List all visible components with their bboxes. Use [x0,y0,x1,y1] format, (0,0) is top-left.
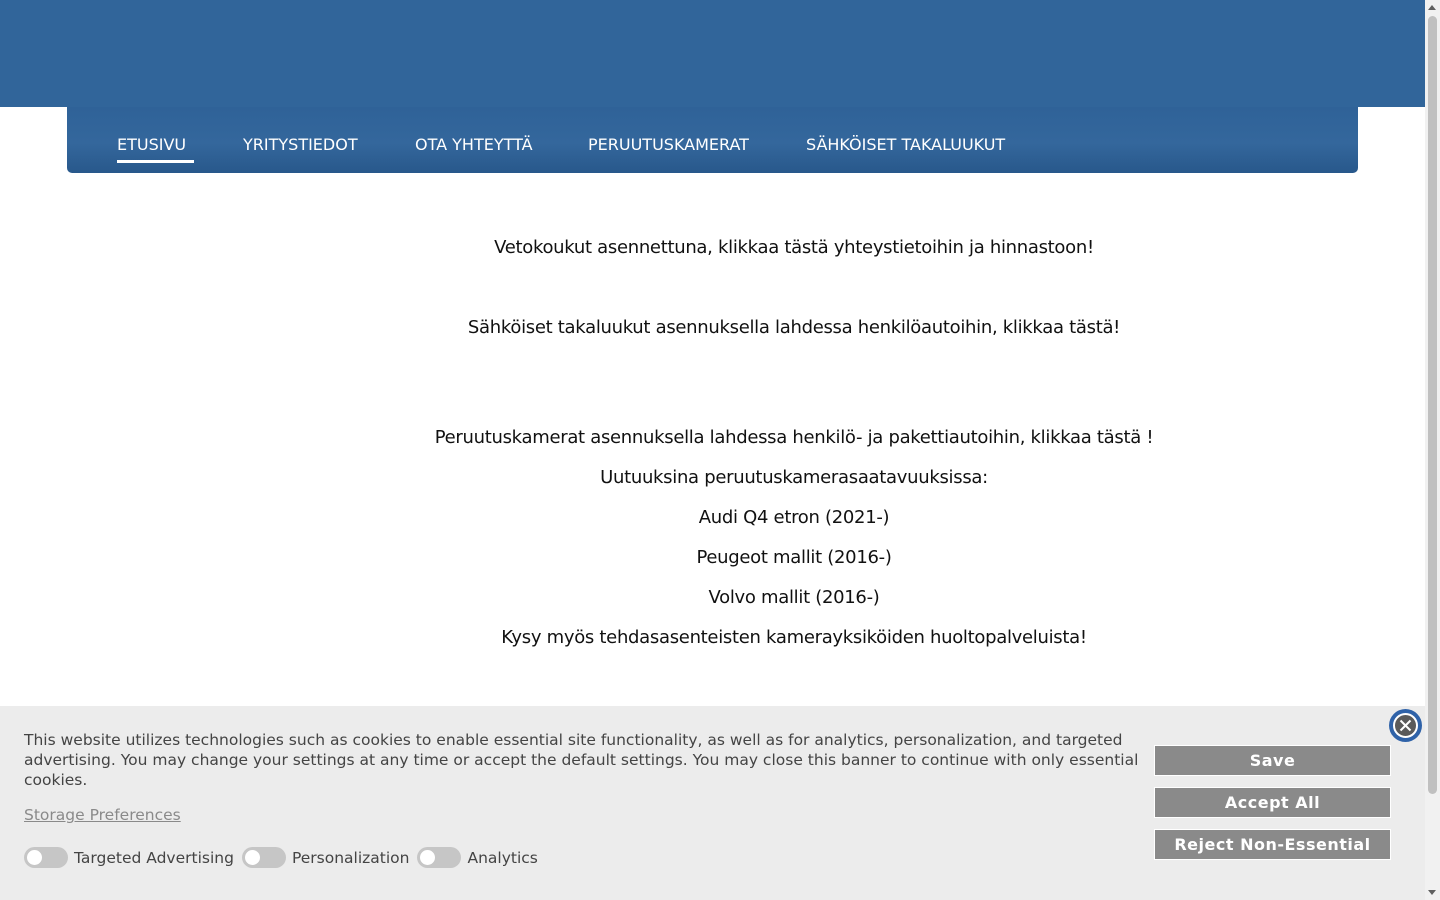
tailgate-link[interactable]: Sähköiset takaluukut asennuksella lahdessa henkilöautoihin, klikkaa tästä! [467,317,1121,338]
accept-all-button[interactable]: Accept All [1154,787,1391,818]
storage-preferences-link[interactable]: Storage Preferences [24,806,181,824]
nav-item-sahkoiset-takaluukut[interactable]: SÄHKÖISET TAKALUUKUT [806,135,1006,154]
towbar-link[interactable]: Vetokoukut asennettuna, klikkaa tästä yhteystietoihin ja hinnastoon! [494,237,1094,258]
toggle-targeted-advertising[interactable] [24,847,234,868]
save-button[interactable]: Save [1154,745,1391,776]
toggle-switch[interactable] [24,847,68,868]
scroll-thumb[interactable] [1428,16,1437,794]
scroll-down-arrow-icon[interactable] [1428,890,1436,895]
toggle-knob [27,850,42,865]
toggle-label: Personalization [291,848,410,867]
toggle-switch[interactable] [242,847,286,868]
close-banner-button[interactable] [1389,709,1422,742]
news-item: Peugeot mallit (2016-) [696,547,892,568]
scroll-up-arrow-icon[interactable] [1428,5,1436,10]
camera-link[interactable]: Peruutuskamerat asennuksella lahdessa henkilö- ja pakettiautoihin, klikkaa tästä ! [434,427,1154,448]
nav-item-ota-yhteytta[interactable]: OTA YHTEYTTÄ [415,135,533,154]
toggle-knob [420,850,435,865]
service-note: Kysy myös tehdasasenteisten kamerayksiköiden huoltopalveluista! [501,627,1087,648]
toggle-personalization[interactable] [242,847,410,868]
close-icon [1393,713,1418,738]
toggle-label: Targeted Advertising [74,848,234,867]
toggle-switch[interactable] [417,847,461,868]
toggle-analytics[interactable] [417,847,537,868]
news-item: Audi Q4 etron (2021-) [698,507,890,528]
cookie-banner-text: This website utilizes technologies such as cookies to enable essential site functionality, as well as for analytics, personalization, and targeted advertising. You may change your settings at any time or accept the default settings. You may close this banner to continue with only essential cookies. [24,731,1139,789]
nav-item-peruutuskamerat[interactable]: PERUUTUSKAMERAT [588,135,749,154]
reject-non-essential-button[interactable]: Reject Non-Essential [1154,829,1391,860]
header-band [0,0,1425,107]
news-item: Volvo mallit (2016-) [708,587,880,608]
toggle-label: Analytics [467,848,538,867]
nav-item-etusivu[interactable]: ETUSIVU [117,135,187,154]
main-nav [67,107,1358,173]
page-scrollbar[interactable] [1425,0,1440,900]
nav-item-yritystiedot[interactable]: YRITYSTIEDOT [243,135,358,154]
cookie-banner [0,706,1425,900]
toggle-knob [245,850,260,865]
cookie-toggles [24,847,546,868]
news-heading: Uutuuksina peruutuskamerasaatavuuksissa: [600,467,988,488]
